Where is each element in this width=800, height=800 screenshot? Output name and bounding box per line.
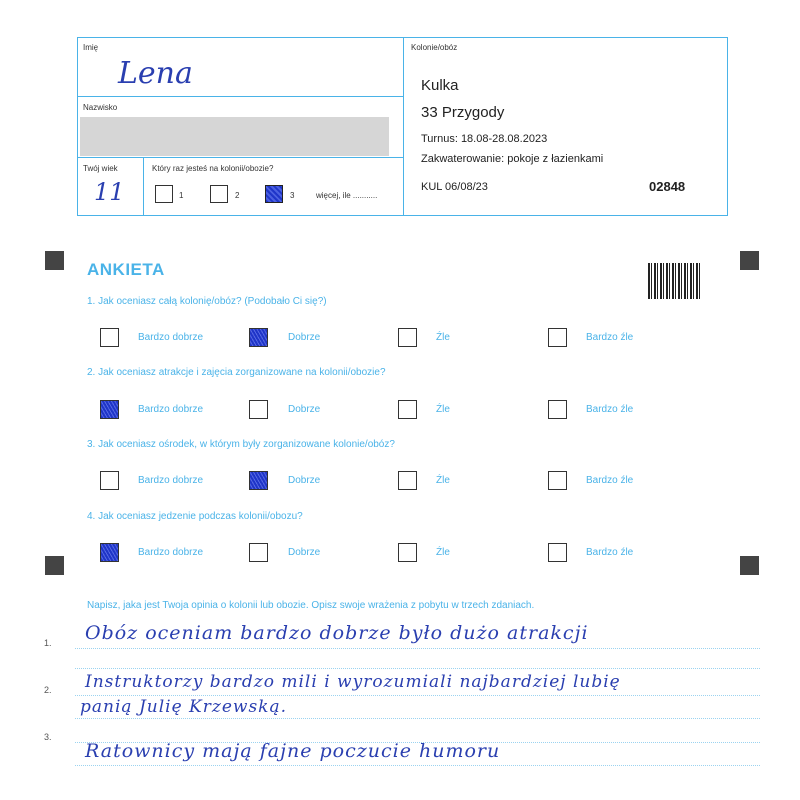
registration-marker-br [740,556,759,575]
kul-code: KUL 06/08/23 [421,181,488,193]
q1-dobrze-label: Dobrze [288,332,321,343]
q2-bardzo-zle-label: Bardzo źle [586,404,634,415]
q4-dobrze-label: Dobrze [288,547,321,558]
header-divider [403,38,404,215]
question-4: 4. Jak oceniasz jedzenie podczas kolonii/obozu? [87,511,303,522]
answer-sentence-2-cont: panią Julię Krzewską. [80,697,288,717]
registration-marker-tl [45,251,64,270]
q4-bardzo-dobrze-checkbox[interactable] [100,543,119,562]
answer-sentence-1: Obóz oceniam bardzo dobrze było dużo atrakcji [85,622,589,644]
wiek-value: 11 [94,178,125,206]
kolonie-label: Kolonie/obóz [411,43,458,52]
wiek-label: Twój wiek [83,164,118,173]
q2-zle-checkbox[interactable] [398,400,417,419]
ktory-raz-option-more: więcej, ile ........... [316,191,378,200]
line-number-2: 2. [44,685,52,695]
question-1: 1. Jak oceniasz całą kolonię/obóz? (Podobało Ci się?) [87,296,327,307]
ktory-raz-label: Który raz jesteś na kolonii/obozie? [152,164,274,173]
registration-marker-tr [740,251,759,270]
q3-zle-checkbox[interactable] [398,471,417,490]
q4-zle-label: Źle [436,547,450,558]
q3-bardzo-zle-label: Bardzo źle [586,475,634,486]
turnus: Turnus: 18.08-28.08.2023 [421,133,548,145]
q1-dobrze-checkbox[interactable] [249,328,268,347]
q2-dobrze-checkbox[interactable] [249,400,268,419]
ktory-raz-option-2: 2 [235,191,240,200]
q1-zle-label: Źle [436,332,450,343]
q2-bardzo-dobrze-label: Bardzo dobrze [138,404,204,415]
q1-bardzo-zle-label: Bardzo źle [586,332,634,343]
q2-zle-label: Źle [436,404,450,415]
line-number-1: 1. [44,638,52,648]
q3-zle-label: Źle [436,475,450,486]
answer-line-1b [75,668,760,669]
q1-bardzo-dobrze-label: Bardzo dobrze [138,332,204,343]
line-number-3: 3. [44,732,52,742]
q3-dobrze-label: Dobrze [288,475,321,486]
q2-bardzo-dobrze-checkbox[interactable] [100,400,119,419]
q4-bardzo-dobrze-label: Bardzo dobrze [138,547,204,558]
ktory-raz-checkbox-2[interactable] [210,185,228,203]
q3-bardzo-zle-checkbox[interactable] [548,471,567,490]
form-number: 02848 [649,179,686,194]
answer-line-1 [75,648,760,649]
nazwisko-divider [78,157,403,158]
survey-title: ANKIETA [87,260,165,279]
q1-bardzo-zle-checkbox[interactable] [548,328,567,347]
nazwisko-redacted [80,117,389,156]
ktory-raz-option-1: 1 [179,191,184,200]
barcode [648,263,702,299]
answer-line-2b [75,718,760,719]
q4-bardzo-zle-label: Bardzo źle [586,547,634,558]
q2-dobrze-label: Dobrze [288,404,321,415]
answer-line-3b [75,765,760,766]
ktory-raz-checkbox-1[interactable] [155,185,173,203]
answer-sentence-3: Ratownicy mają fajne poczucie humoru [85,740,501,762]
answer-sentence-2: Instruktorzy bardzo mili i wyrozumiali najbardziej lubię [85,672,621,692]
q3-dobrze-checkbox[interactable] [249,471,268,490]
q3-bardzo-dobrze-checkbox[interactable] [100,471,119,490]
imie-label: Imię [83,43,99,52]
q1-zle-checkbox[interactable] [398,328,417,347]
header-box [77,37,728,216]
q3-bardzo-dobrze-label: Bardzo dobrze [138,475,204,486]
ktory-raz-option-3: 3 [290,191,295,200]
wiek-divider [143,157,144,215]
registration-marker-bl [45,556,64,575]
camp-subtitle: 33 Przygody [421,104,505,121]
q4-zle-checkbox[interactable] [398,543,417,562]
q2-bardzo-zle-checkbox[interactable] [548,400,567,419]
imie-divider [78,96,403,97]
q4-bardzo-zle-checkbox[interactable] [548,543,567,562]
imie-value: Lena [118,56,193,91]
answer-line-2 [75,695,760,696]
opinion-prompt: Napisz, jaka jest Twoja opinia o kolonii lub obozie. Opisz swoje wrażenia z pobytu w trzech zdaniach. [87,600,535,611]
question-2: 2. Jak oceniasz atrakcje i zajęcia zorganizowane na kolonii/obozie? [87,367,386,378]
ktory-raz-checkbox-3[interactable] [265,185,283,203]
question-3: 3. Jak oceniasz ośrodek, w którym były zorganizowane kolonie/obóz? [87,439,395,450]
q4-dobrze-checkbox[interactable] [249,543,268,562]
nazwisko-label: Nazwisko [83,103,118,112]
camp-name: Kulka [421,77,459,94]
q1-bardzo-dobrze-checkbox[interactable] [100,328,119,347]
zakwaterowanie: Zakwaterowanie: pokoje z łazienkami [421,153,604,165]
